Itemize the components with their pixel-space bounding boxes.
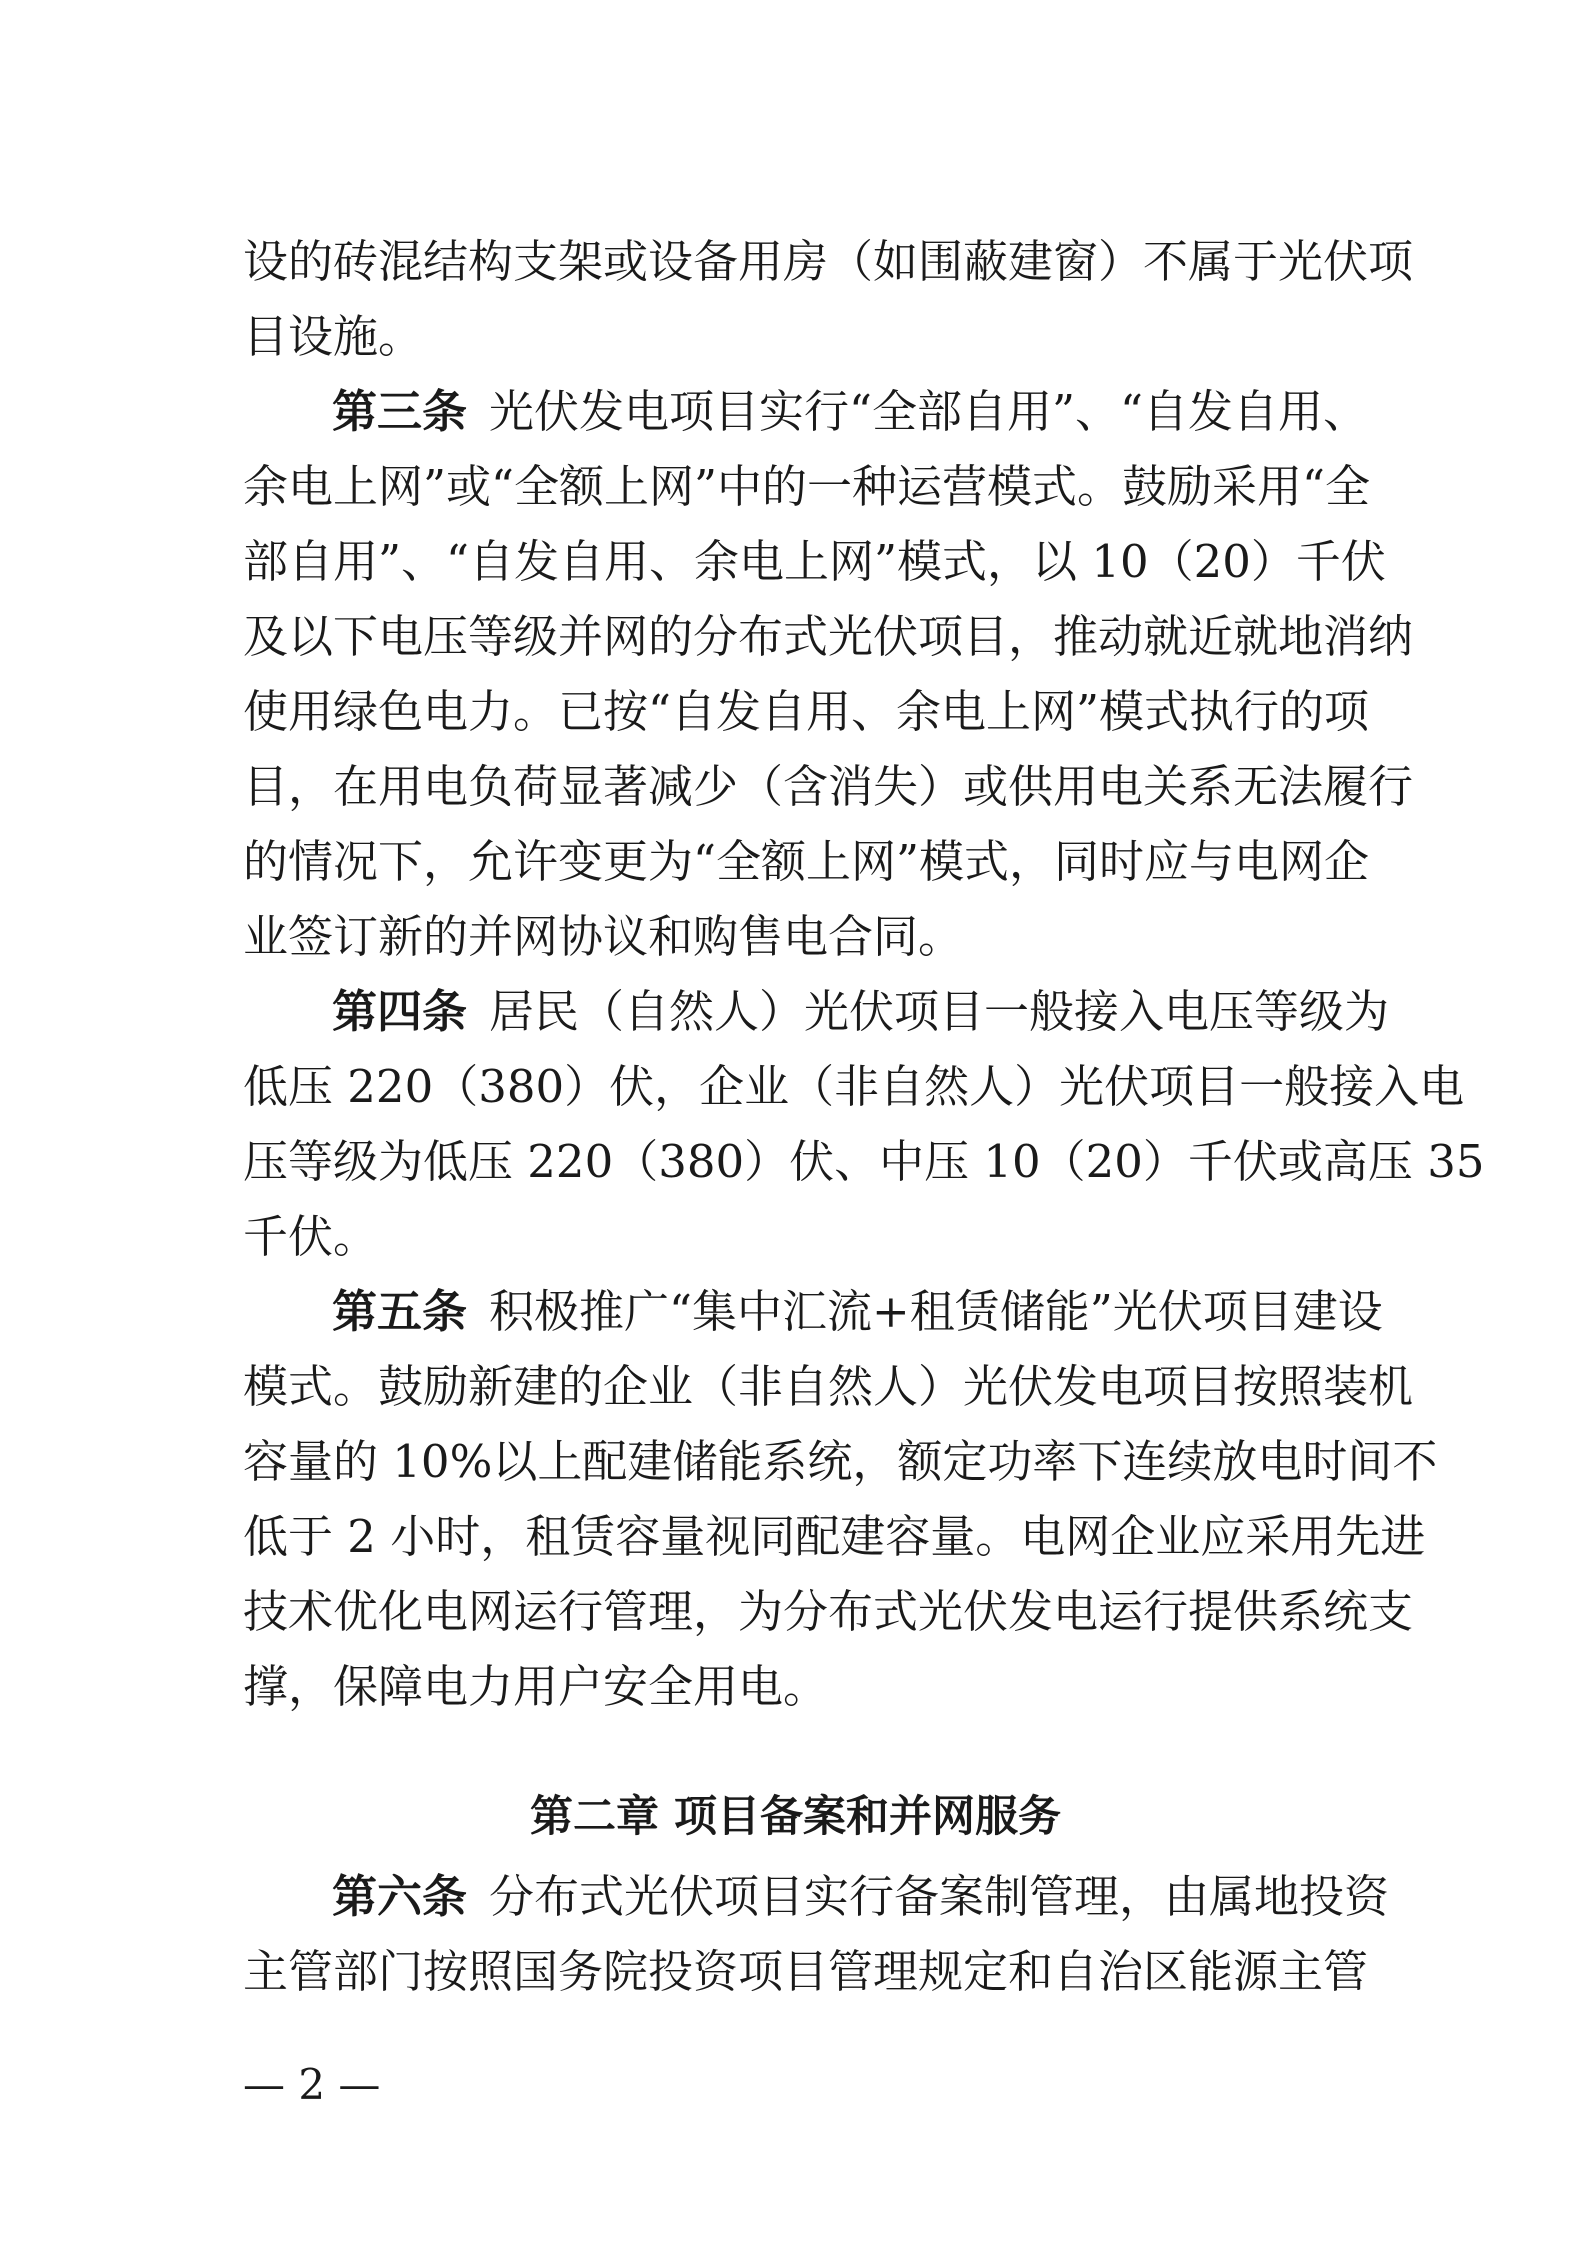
article-3-line-6: 目，在用电负荷显著减少（含消失）或供用电关系无法履行: [243, 760, 1414, 813]
article-3-line-5: 使用绿色电力。已按“自发自用、余电上网”模式执行的项: [243, 685, 1370, 738]
article-4-line-2: 低压 220（380）伏，企业（非自然人）光伏项目一般接入电: [243, 1060, 1465, 1113]
article-5-line-4: 低于 2 小时，租赁容量视同配建容量。电网企业应采用先进: [243, 1510, 1426, 1563]
article-5-line-3: 容量的 10%以上配建储能系统，额定功率下连续放电时间不: [243, 1435, 1438, 1488]
article-3-label: 第三条: [332, 385, 468, 438]
article-5-line-2: 模式。鼓励新建的企业（非自然人）光伏发电项目按照装机: [243, 1360, 1414, 1413]
article-3-line-8: 业签订新的并网协议和购售电合同。: [243, 910, 964, 963]
article-4-first-line: [332, 972, 1390, 1052]
article-4-text: 居民（自然人）光伏项目一般接入电压等级为: [489, 985, 1390, 1038]
article-5-first-line: [332, 1272, 1383, 1352]
article-6-text: 分布式光伏项目实行备案制管理，由属地投资: [489, 1870, 1390, 1923]
article-3-line-2: 余电上网”或“全额上网”中的一种运营模式。鼓励采用“全: [243, 460, 1371, 513]
article-3-text: 光伏发电项目实行“全部自用”、“自发自用、: [489, 385, 1369, 438]
article-6-label: 第六条: [332, 1870, 468, 1923]
chapter-2-heading: 第二章 项目备案和并网服务: [530, 1792, 1061, 1842]
article-6-first-line: [332, 1857, 1390, 1937]
para-continuation-line-1: 设的砖混结构支架或设备用房（如围蔽建窗）不属于光伏项: [243, 235, 1414, 288]
article-5-line-6: 撑，保障电力用户安全用电。: [243, 1660, 829, 1713]
para-continuation-line-2: 目设施。: [243, 310, 424, 363]
article-4-label: 第四条: [332, 985, 468, 1038]
article-5-line-5: 技术优化电网运行管理，为分布式光伏发电运行提供系统支: [243, 1585, 1414, 1638]
article-3-line-7: 的情况下，允许变更为“全额上网”模式，同时应与电网企: [243, 835, 1370, 888]
article-5-label: 第五条: [332, 1285, 468, 1338]
article-3-first-line: [332, 372, 1369, 452]
article-5-text: 积极推广“集中汇流+租赁储能”光伏项目建设: [489, 1285, 1383, 1338]
article-3-line-4: 及以下电压等级并网的分布式光伏项目，推动就近就地消纳: [243, 610, 1414, 663]
article-3-line-3: 部自用”、“自发自用、余电上网”模式，以 10（20）千伏: [243, 535, 1386, 588]
article-4-line-3: 压等级为低压 220（380）伏、中压 10（20）千伏或高压 35: [243, 1135, 1485, 1188]
page-number: — 2 —: [243, 2060, 381, 2109]
article-6-line-2: 主管部门按照国务院投资项目管理规定和自治区能源主管: [243, 1945, 1369, 1998]
article-4-line-4: 千伏。: [243, 1210, 379, 1263]
